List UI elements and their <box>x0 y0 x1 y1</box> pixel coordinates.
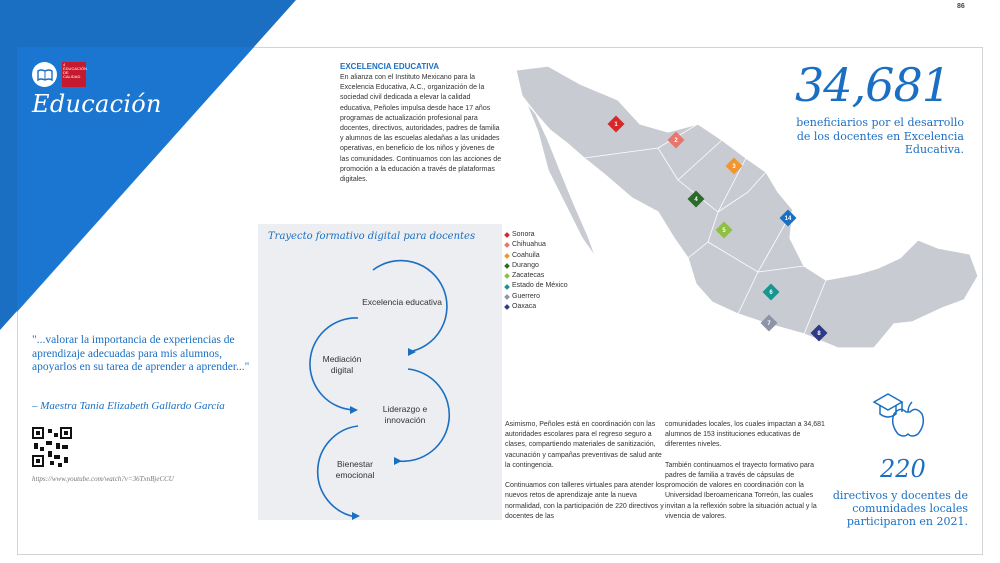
stat-main-number: 34,681 <box>795 58 950 112</box>
legend-item: Coahuila <box>505 251 568 261</box>
legend-item: Durango <box>505 261 568 271</box>
marker-label: 5 <box>722 228 726 234</box>
marker-label: 1 <box>614 122 618 128</box>
step-mediacion: Mediación digital <box>322 354 362 375</box>
legend-item: Chihuahua <box>505 240 568 250</box>
marker-label: 14 <box>784 216 792 222</box>
marker-label: 3 <box>732 164 736 170</box>
section-heading: EXCELENCIA EDUCATIVA <box>340 62 439 71</box>
legend-item: Sonora <box>505 230 568 240</box>
body-column-2: comunidades locales, los cuales impactan a 34,681 alumnos de 153 instituciones educativas de diferentes niveles. También continuamos el trayecto formativo para padres de familia a través de cápsulas de promoción de valores en coordinación con la Universidad Iberoamericana Torreón, las cuales invitan a la reflexión sobre la situación actual y la vivencia de valores. <box>665 421 825 520</box>
sdg-label: 4 EDUCACIÓN DE CALIDAD <box>63 62 88 79</box>
stat-main-description: beneficiarios por el desarrollo de los docentes en Excelencia Educativa. <box>796 116 964 156</box>
trayecto-panel <box>258 224 502 520</box>
step-liderazgo: Liderazgo e innovación <box>382 404 428 425</box>
marker-label: 7 <box>767 321 771 327</box>
step-excelencia: Excelencia educativa <box>362 297 442 307</box>
legend-item: Zacatecas <box>505 271 568 281</box>
legend-item: Estado de México <box>505 281 568 291</box>
qr-code-icon[interactable] <box>32 427 72 467</box>
marker-label: 2 <box>674 138 678 144</box>
trayecto-title: Trayecto formativo digital para docentes <box>268 231 476 242</box>
quote-author: – Maestra Tania Elizabeth Gallardo García <box>32 400 225 412</box>
page-number: 86 <box>957 3 965 10</box>
marker-label: 8 <box>817 331 821 337</box>
page-title: Educación <box>32 90 162 118</box>
section-body: En alianza con el Instituto Mexicano para la Excelencia Educativa, A.C., organización de la sociedad civil dedicada a elevar la calidad educativa, Peñoles impulsa desde hace 17 años programas de actualización profesional para docentes, directivos, autoridades, padres de familia y alumnos de las escuelas aledañas a las unidades operativas, en beneficio de los niños y jóvenes de las comunidades. Continuamos con las acciones de promoción a la educación a través de plataformas digitales. <box>340 74 502 184</box>
testimonial-quote: "...valorar la importancia de experiencias de aprendizaje adecuadas para mis alumnos, apoyarlos en su tarea de aprender a aprender..." <box>32 334 250 373</box>
graduation-apple-icon <box>870 390 930 440</box>
marker-label: 6 <box>769 290 773 296</box>
book-icon <box>32 62 57 87</box>
step-bienestar: Bienestar emocional <box>335 459 375 480</box>
stat-secondary-number: 220 <box>880 455 926 483</box>
marker-label: 4 <box>694 197 698 203</box>
legend-item: Guerrero <box>505 292 568 302</box>
video-link[interactable]: https://www.youtube.com/watch?v=36TxnBjeCCU <box>32 475 174 483</box>
sdg-4-icon <box>62 62 86 87</box>
body-column-1: Asimismo, Peñoles está en coordinación con las autoridades escolares para el regreso seguro a clases, compartiendo materiales de sanitización, vacunación y campañas preventivas de salud ante la contingencia. Continuamos con talleres virtuales para atender los nuevos retos de aprendizaje ante la nueva normalidad, con la participación de 220 directivos y docentes de las <box>505 421 665 520</box>
stat-secondary-description: directivos y docentes de comunidades locales participaron en 2021. <box>832 489 968 528</box>
legend-item: Oaxaca <box>505 302 568 312</box>
header-icons <box>32 62 86 87</box>
